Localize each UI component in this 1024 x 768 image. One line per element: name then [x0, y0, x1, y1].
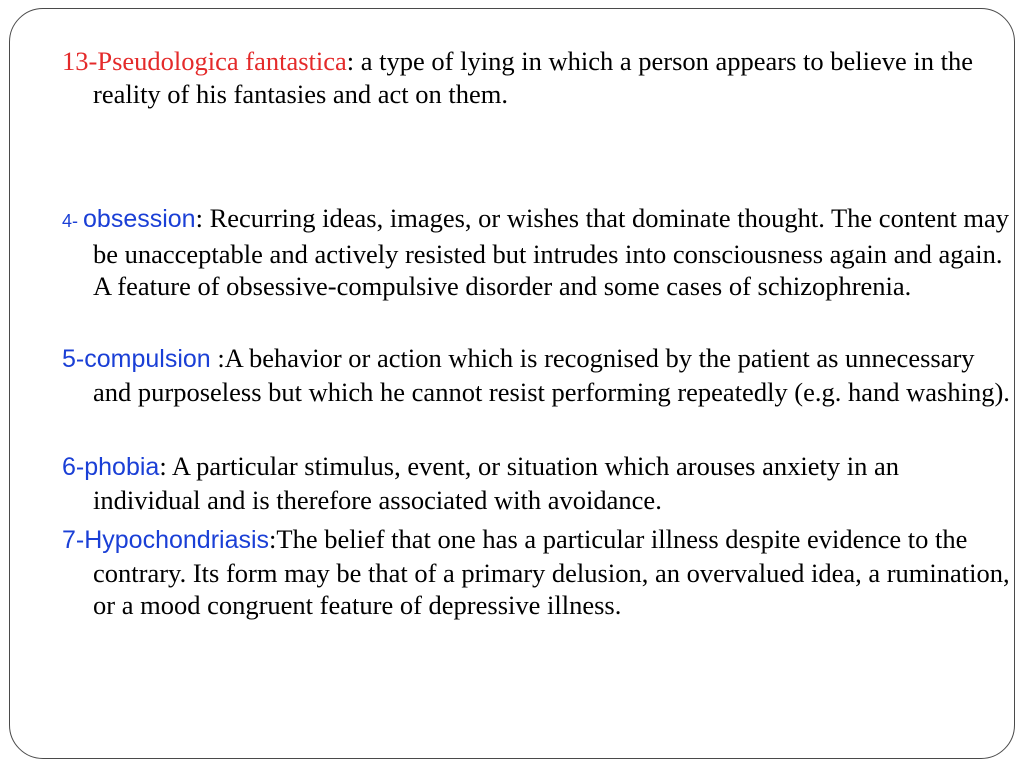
- term-pseudologica-fantastica: 13-Pseudologica fantastica: [62, 46, 347, 76]
- definition-obsession: : Recurring ideas, images, or wishes that dominate thought. The content may be unacceptable and actively resisted but intrudes into consciousness again and again. A feature of obsessive-compulsive disorder and some cases of schizophrenia.: [93, 203, 1010, 301]
- term-hypochondriasis: 7-Hypochondriasis: [62, 526, 270, 554]
- entry-hypochondriasis: [62, 523, 1013, 622]
- entry-obsession: [62, 202, 1013, 303]
- term-obsession: obsession: [83, 205, 196, 233]
- term-phobia: 6-phobia: [62, 453, 160, 481]
- definition-compulsion: :A behavior or action which is recognised by the patient as unnecessary and purposeless but which he cannot resist performing repeatedly (e.g. hand washing).: [93, 343, 1010, 407]
- entry-pseudologica-fantastica: [62, 45, 1013, 110]
- entry-compulsion: [62, 342, 1013, 408]
- entry-phobia: [62, 450, 1013, 516]
- definition-pseudologica-fantastica: : a type of lying in which a person appears to believe in the reality of his fantasies and act on them.: [93, 46, 974, 109]
- term-compulsion: 5-compulsion: [62, 345, 211, 373]
- number-obsession: 4-: [62, 211, 84, 231]
- definition-phobia: : A particular stimulus, event, or situation which arouses anxiety in an individual and is therefore associated with avoidance.: [93, 451, 899, 515]
- definition-hypochondriasis: :The belief that one has a particular illness despite evidence to the contrary. Its form may be that of a primary delusion, an overvalued idea, a rumination, or a mood congruent feature of depressive illness.: [93, 524, 1010, 620]
